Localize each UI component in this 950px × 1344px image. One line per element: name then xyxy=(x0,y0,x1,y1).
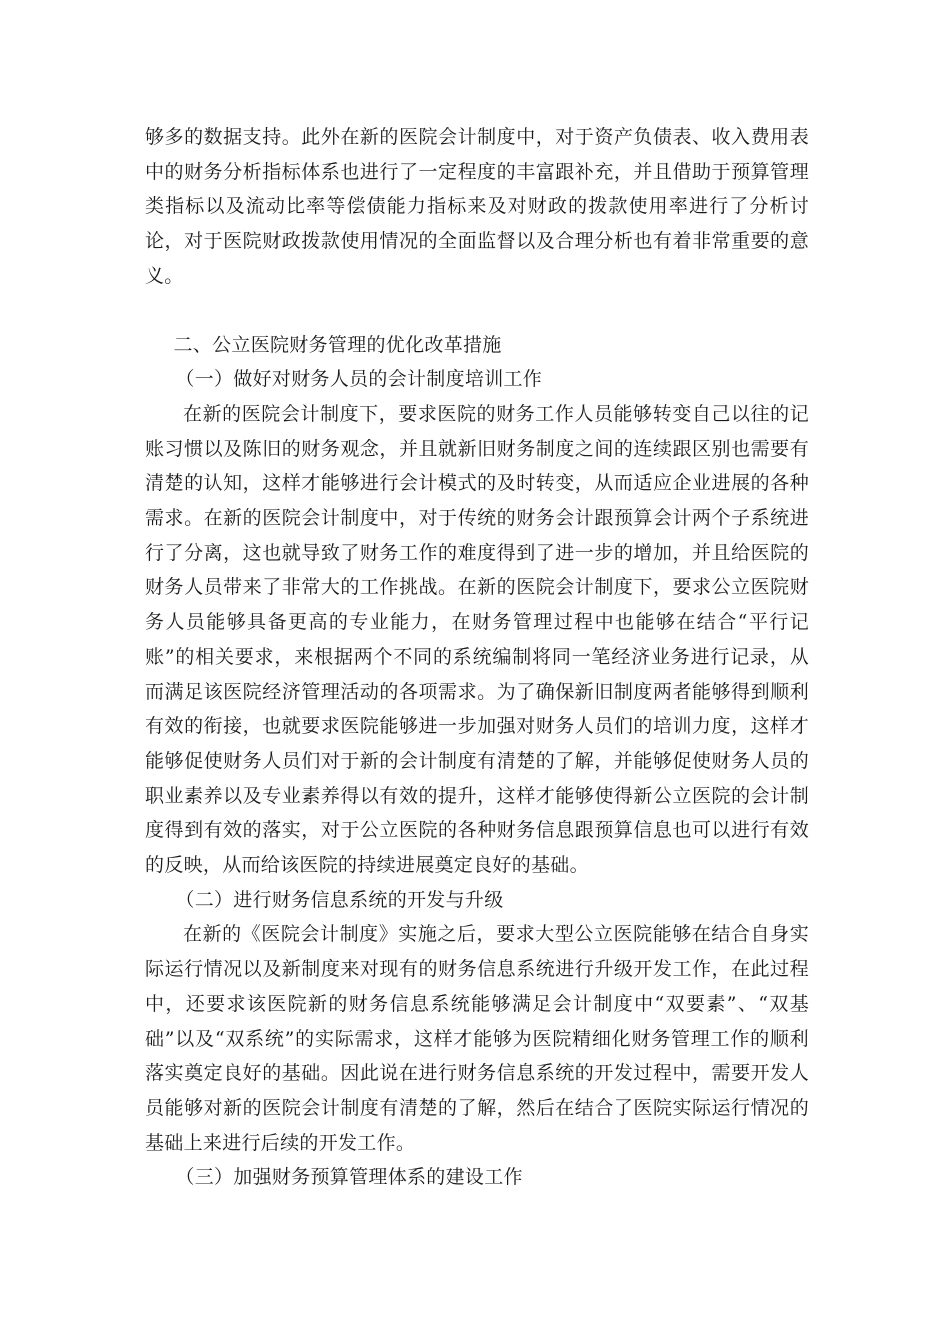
paragraph-info-system: 在新的《医院会计制度》实施之后，要求大型公立医院能够在结合自身实际运行情况以及新制度来对现有的财务信息系统进行升级开发工作，在此过程中，还要求该医院新的财务信息系统能够满足会计制度中“双要素”、“双基础”以及“双系统”的实际需求，这样才能够为医院精细化财务管理工作的顺利落实奠定良好的基础。因此说在进行财务信息系统的开发过程中，需要开发人员能够对新的医院会计制度有清楚的了解，然后在结合了医院实际运行情况的基础上来进行后续的开发工作。 xyxy=(145,923,809,1154)
subsection-heading-3: （三）加强财务预算管理体系的建设工作 xyxy=(175,1166,523,1189)
section-spacer xyxy=(145,294,809,328)
document-body xyxy=(145,120,809,1195)
subsection-heading-1: （一）做好对财务人员的会计制度培训工作 xyxy=(175,368,543,391)
subsection-heading-2: （二）进行财务信息系统的开发与升级 xyxy=(175,888,504,911)
paragraph-training: 在新的医院会计制度下，要求医院的财务工作人员能够转变自己以往的记账习惯以及陈旧的财务观念，并且就新旧财务制度之间的连续跟区别也需要有清楚的认知，这样才能够进行会计模式的及时转变，从而适应企业进展的各种需求。在新的医院会计制度中，对于传统的财务会计跟预算会计两个子系统进行了分离，这也就导致了财务工作的难度得到了进一步的增加，并且给医院的财务人员带来了非常大的工作挑战。在新的医院会计制度下，要求公立医院财务人员能够具备更高的专业能力，在财务管理过程中也能够在结合“平行记账”的相关要求，来根据两个不同的系统编制将同一笔经济业务进行记录，从而满足该医院经济管理活动的各项需求。为了确保新旧制度两者能够得到顺利有效的衔接，也就要求医院能够进一步加强对财务人员们的培训力度，这样才能够促使财务人员们对于新的会计制度有清楚的了解，并能够促使财务人员的职业素养以及专业素养得以有效的提升，这样才能够使得新公立医院的会计制度得到有效的落实，对于公立医院的各种财务信息跟预算信息也可以进行有效的反映，从而给该医院的持续进展奠定良好的基础。 xyxy=(145,402,809,877)
paragraph-continuation: 够多的数据支持。此外在新的医院会计制度中，对于资产负债表、收入费用表中的财务分析指标体系也进行了一定程度的丰富跟补充，并且借助于预算管理类指标以及流动比率等偿债能力指标来及对财政的拨款使用率进行了分析讨论，对于医院财政拨款使用情况的全面监督以及合理分析也有着非常重要的意义。 xyxy=(145,126,809,287)
section-heading: 二、公立医院财务管理的优化改革措施 xyxy=(173,333,502,356)
